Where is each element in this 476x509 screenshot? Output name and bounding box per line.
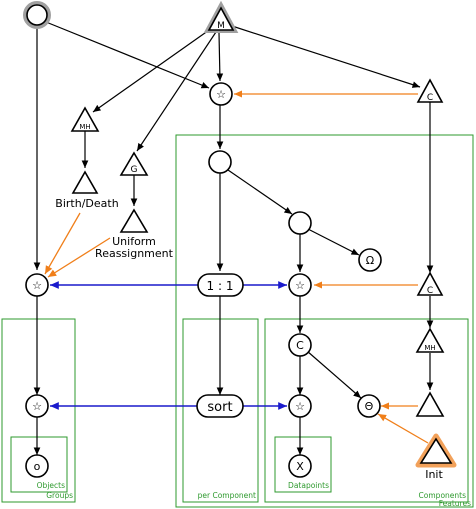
svg-text:C: C xyxy=(426,93,434,103)
plate-datapoints-label: Datapoints xyxy=(288,481,329,490)
plate-features-label: Features xyxy=(438,499,471,508)
plate-objects-label: Objects xyxy=(36,481,65,490)
blue-edges xyxy=(50,285,287,406)
c-triangle-top xyxy=(418,80,442,103)
svg-text:1 : 1: 1 : 1 xyxy=(206,279,234,293)
svg-text:X: X xyxy=(296,460,304,473)
svg-text:C: C xyxy=(426,286,434,296)
reassignment-label: Reassignment xyxy=(95,247,173,260)
m-triangle-node xyxy=(207,5,235,31)
mh-triangle-right xyxy=(417,329,443,352)
theta-node xyxy=(358,395,380,417)
components-plain-node xyxy=(289,212,311,234)
black-edges xyxy=(37,22,430,455)
svg-text:C: C xyxy=(296,339,304,352)
svg-text:Ω: Ω xyxy=(365,254,375,267)
svg-text:☆: ☆ xyxy=(216,88,226,101)
svg-text:☆: ☆ xyxy=(295,400,305,413)
uniform-label: Uniform xyxy=(112,235,156,248)
svg-text:☆: ☆ xyxy=(32,279,42,292)
svg-text:MH: MH xyxy=(424,344,436,352)
g-triangle xyxy=(121,153,147,175)
svg-text:MH: MH xyxy=(79,123,91,131)
omega-node xyxy=(359,249,381,271)
triangle-right-lower xyxy=(417,393,443,416)
o-node xyxy=(26,455,48,477)
svg-text:G: G xyxy=(130,165,138,175)
init-label: Init xyxy=(425,468,443,481)
star-node-groups-top xyxy=(26,274,48,296)
plate-components-label: Components xyxy=(418,491,466,500)
svg-text:o: o xyxy=(33,460,41,473)
plate-per-component-label: per Component xyxy=(197,491,256,500)
uniform-reassignment-triangle xyxy=(121,210,147,232)
star-node-groups-bottom xyxy=(26,395,48,417)
star-node-components-bottom xyxy=(289,395,311,417)
c-circle-node xyxy=(289,334,311,356)
birth-death-label: Birth/Death xyxy=(55,197,119,210)
star-node-components-top xyxy=(289,274,311,296)
svg-text:sort: sort xyxy=(207,400,233,415)
c-triangle-mid xyxy=(418,273,442,296)
sort-node xyxy=(197,395,243,417)
star-node-top xyxy=(210,83,232,105)
m-symbol: M xyxy=(217,21,225,31)
svg-text:☆: ☆ xyxy=(295,279,305,292)
x-node xyxy=(289,455,311,477)
birth-death-triangle xyxy=(73,172,97,193)
svg-text:Θ: Θ xyxy=(364,400,374,413)
plate-groups-label: Groups xyxy=(46,491,73,500)
one-to-one-node xyxy=(198,274,243,296)
svg-text:☆: ☆ xyxy=(32,400,42,413)
features-plain-node xyxy=(209,151,231,173)
top-hyperprior-node xyxy=(25,3,49,27)
